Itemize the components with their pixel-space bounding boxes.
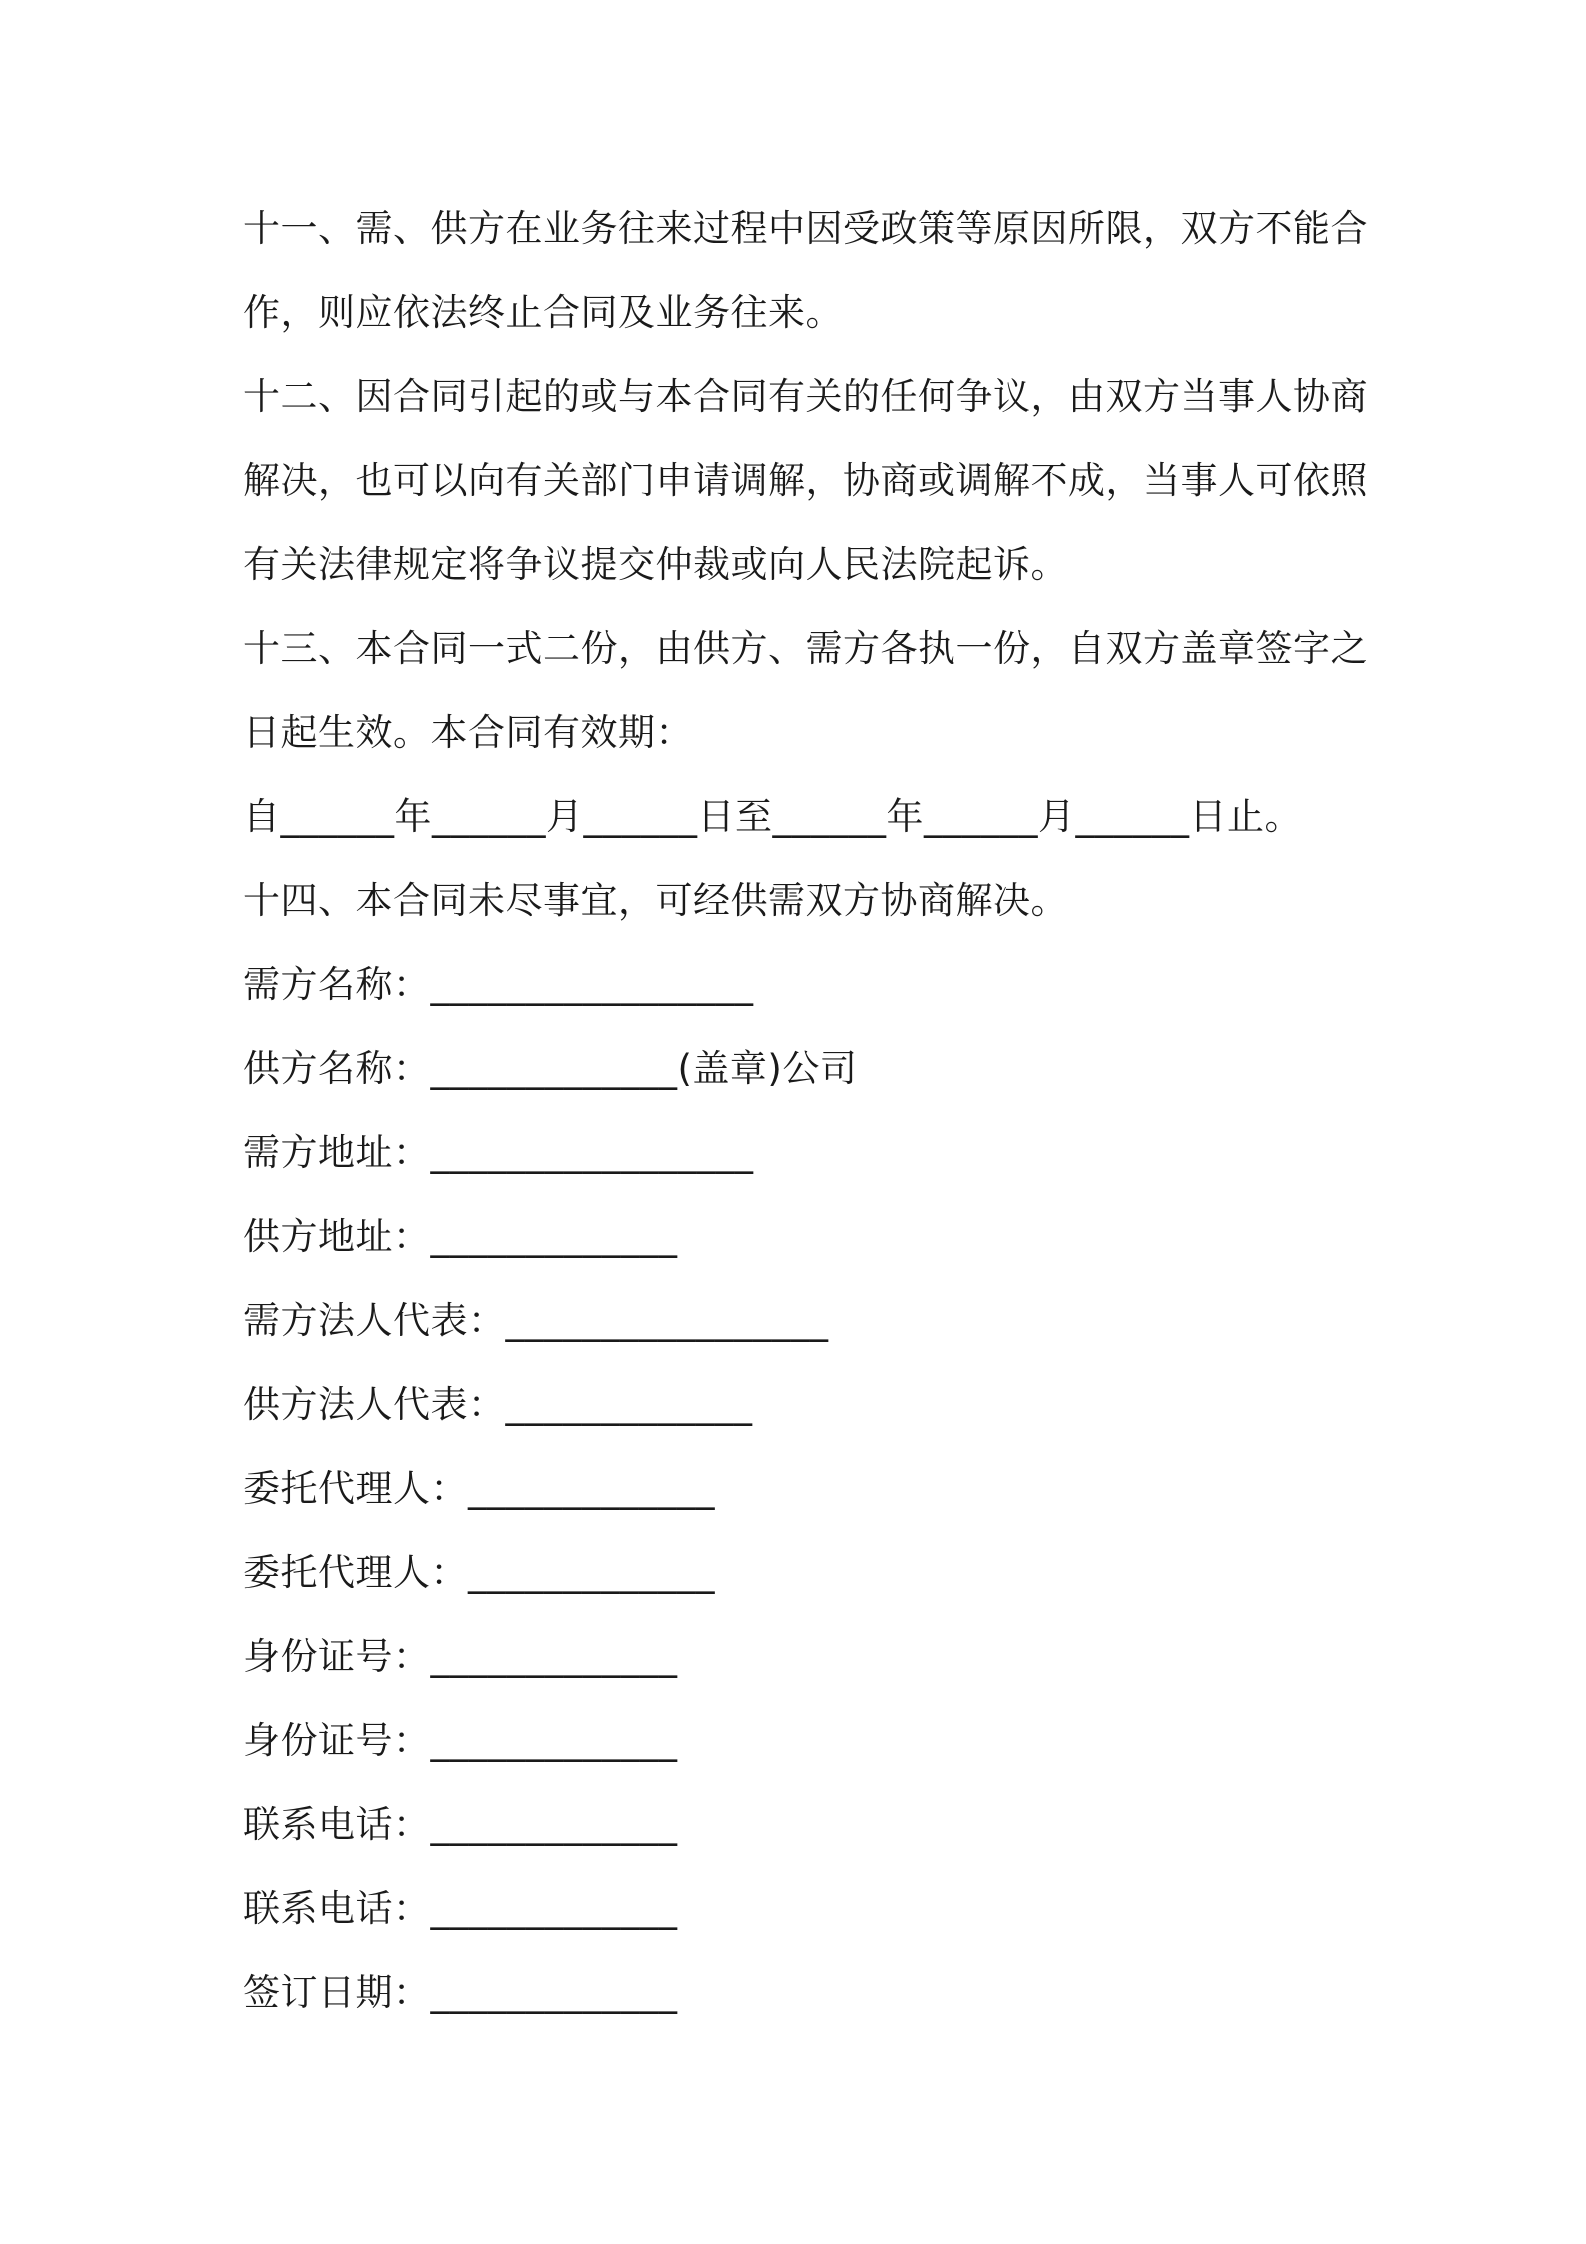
- supplier-address-field: 供方地址：_____________: [243, 1215, 678, 1258]
- clause-13-line-1: 十三、本合同一式二份，由供方、需方各执一份，自双方盖章签字之: [243, 627, 1368, 670]
- id-number-field-2: 身份证号：_____________: [243, 1719, 678, 1762]
- sign-date-field: 签订日期：_____________: [243, 1971, 678, 2014]
- buyer-address-field: 需方地址：_________________: [243, 1131, 754, 1174]
- buyer-name-field: 需方名称：_________________: [243, 963, 754, 1006]
- clause-11-line-2: 作，则应依法终止合同及业务往来。: [243, 291, 843, 334]
- agent-field-1: 委托代理人：_____________: [243, 1467, 715, 1510]
- phone-field-2: 联系电话：_____________: [243, 1887, 678, 1930]
- phone-field-1: 联系电话：_____________: [243, 1803, 678, 1846]
- supplier-legal-rep-field: 供方法人代表：_____________: [243, 1383, 753, 1426]
- clause-12-line-1: 十二、因合同引起的或与本合同有关的任何争议，由双方当事人协商: [243, 375, 1368, 418]
- clause-12-line-3: 有关法律规定将争议提交仲裁或向人民法院起诉。: [243, 543, 1068, 586]
- clause-13-line-2: 日起生效。本合同有效期：: [243, 711, 693, 754]
- clause-12-line-2: 解决，也可以向有关部门申请调解，协商或调解不成，当事人可依照: [243, 459, 1368, 502]
- buyer-legal-rep-field: 需方法人代表：_________________: [243, 1299, 829, 1342]
- clause-11-line-1: 十一、需、供方在业务往来过程中因受政策等原因所限，双方不能合: [243, 207, 1368, 250]
- agent-field-2: 委托代理人：_____________: [243, 1551, 715, 1594]
- supplier-name-field: 供方名称：_____________(盖章)公司: [243, 1047, 858, 1090]
- clause-14-line-1: 十四、本合同未尽事宜，可经供需双方协商解决。: [243, 879, 1068, 922]
- id-number-field-1: 身份证号：_____________: [243, 1635, 678, 1678]
- clause-13-validity-period: 自______年______月______日至______年______月______日止。: [243, 795, 1302, 838]
